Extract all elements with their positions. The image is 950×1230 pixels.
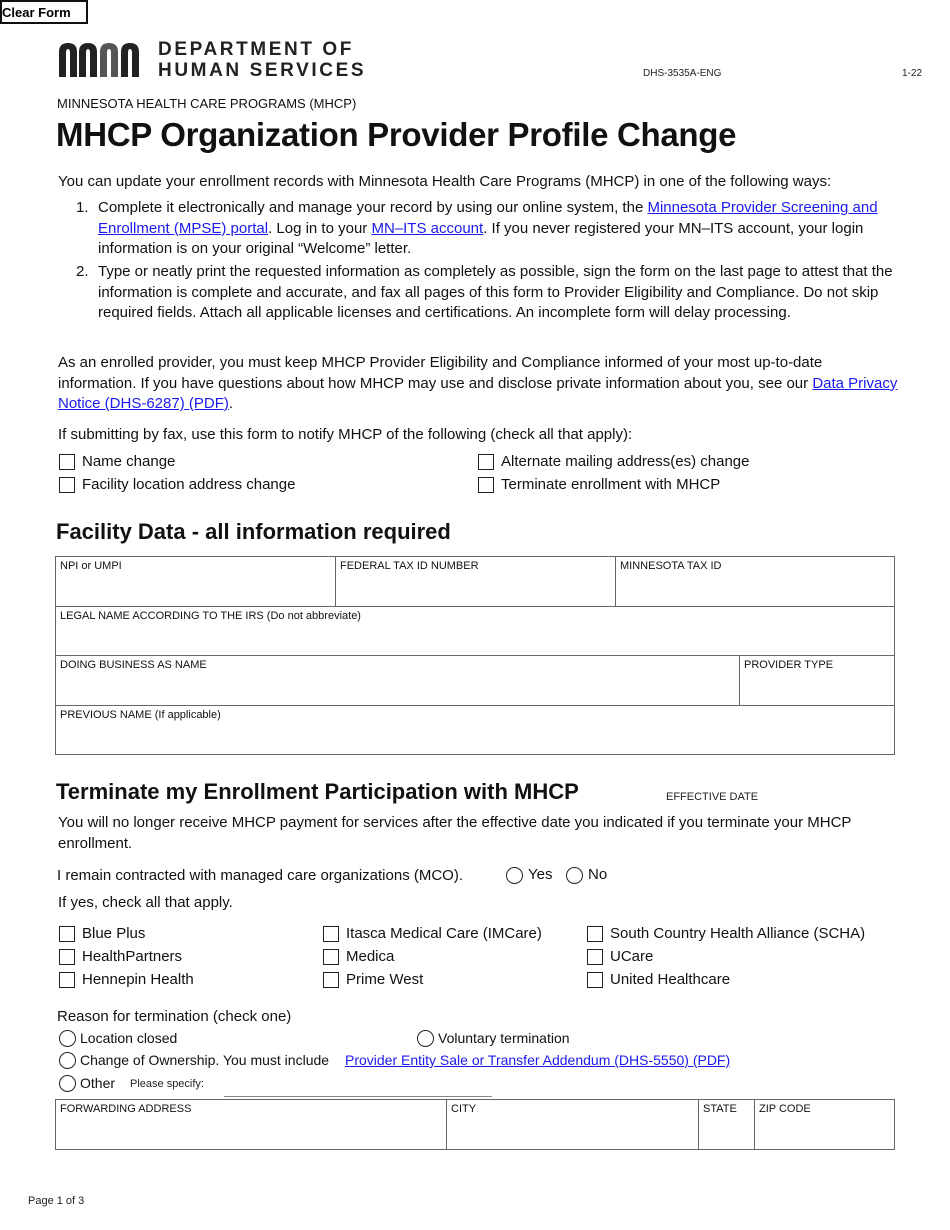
provider-type-input[interactable] [744,681,890,701]
mco-no-label: No [588,866,608,883]
list-item-1-text-b: . Log in to your [268,219,372,237]
prime-west-checkbox[interactable] [323,972,339,988]
terminate-heading: Terminate my Enrollment Participation with MHCP [56,779,579,804]
please-specify-input[interactable] [224,1078,492,1097]
facility-data-table [55,556,895,755]
data-privacy-period: . [228,395,234,412]
list-item-number-1: 1. [76,199,89,216]
facility-address-change-checkbox[interactable] [59,477,75,493]
program-name: MINNESOTA HEALTH CARE PROGRAMS (MHCP) [57,96,357,111]
federal-tax-input[interactable] [340,582,611,602]
itasca-checkbox[interactable] [323,926,339,942]
forwarding-address-cell [56,1100,447,1149]
city-input[interactable] [451,1125,694,1145]
federal-tax-label: FEDERAL TAX ID NUMBER [340,560,479,572]
if-yes-instructions: If yes, check all that apply. [58,894,233,911]
form-number: DHS-3535A-ENG [643,68,722,79]
list-item-1-text-c: . If you never registered your MN–ITS account, your login information is on your original “Welcome” letter. [98,219,864,257]
healthpartners-label: HealthPartners [82,948,183,965]
ownership-addendum-link[interactable]: Provider Entity Sale or Transfer Addendum (DHS-5550) (PDF) [345,1052,731,1068]
mco-yes-radio[interactable] [506,867,523,884]
previous-name-cell [56,706,894,754]
npi-label: NPI or UMPI [60,560,122,572]
dba-input[interactable] [60,681,735,701]
name-change-label: Name change [82,453,176,470]
provider-type-label: PROVIDER TYPE [744,659,834,671]
state-cell [699,1100,755,1149]
united-healthcare-label: United Healthcare [610,971,731,988]
scha-label: South Country Health Alliance (SCHA) [610,925,866,942]
other-reason-radio[interactable] [59,1075,76,1092]
mn-its-account-link[interactable]: MN–ITS account [371,219,484,237]
mn-tax-label: MINNESOTA TAX ID [620,560,722,572]
fax-instructions: If submitting by fax, use this form to notify MHCP of the following (check all that apply): [58,426,633,443]
department-name-line2: HUMAN SERVICES [158,60,367,81]
prime-west-label: Prime West [346,971,424,988]
data-privacy-text: As an enrolled provider, you must keep MHCP Provider Eligibility and Compliance informed of your most up-to-date information. If you have questions about how MHCP may use and disclose private information about you, see our [58,354,823,392]
forwarding-address-table [55,1099,895,1150]
medica-checkbox[interactable] [323,949,339,965]
blue-plus-checkbox[interactable] [59,926,75,942]
list-item-1-text-a: Complete it electronically and manage your record by using our online system, the [98,199,648,216]
form-revision: 1-22 [902,68,923,79]
terminate-enrollment-label: Terminate enrollment with MHCP [501,476,721,493]
dba-label: DOING BUSINESS AS NAME [60,659,207,671]
data-privacy-paragraph [58,353,898,415]
city-label: CITY [451,1103,477,1115]
page-title: MHCP Organization Provider Profile Change [56,116,737,153]
legal-name-label: LEGAL NAME ACCORDING TO THE IRS (Do not abbreviate) [60,610,361,622]
mco-yes-label: Yes [528,866,553,883]
page-footer: Page 1 of 3 [28,1195,85,1207]
legal-name-input[interactable] [60,631,890,651]
reason-lead: Reason for termination (check one) [57,1008,292,1025]
department-name-line1: DEPARTMENT OF [158,39,354,60]
data-privacy-notice-link[interactable]: Data Privacy Notice (DHS-6287) (PDF) [58,374,898,412]
facility-data-heading: Facility Data - all information required [56,519,451,544]
effective-date-label: EFFECTIVE DATE [666,791,759,803]
state-input[interactable] [703,1125,750,1145]
list-item-2: Type or neatly print the requested information as completely as possible, sign the form on the last page to attest that the information is complete and accurate, and fax all pages of this form to Provider Eligibility and Compliance. Do not skip required fields. Attach all applicable licenses and certifications. An incomplete form will delay processing. [98,263,893,321]
scha-checkbox[interactable] [587,926,603,942]
mn-tax-cell [616,557,894,607]
forwarding-address-label: FORWARDING ADDRESS [60,1103,192,1115]
mn-tax-input[interactable] [620,582,890,602]
facility-address-change-label: Facility location address change [82,476,296,493]
location-closed-radio[interactable] [59,1030,76,1047]
clear-form-button[interactable]: Clear Form [0,0,88,24]
healthpartners-checkbox[interactable] [59,949,75,965]
change-of-ownership-label: Change of Ownership. You must include [80,1052,330,1068]
hennepin-health-checkbox[interactable] [59,972,75,988]
state-label: STATE [703,1103,737,1115]
ucare-label: UCare [610,948,654,965]
npi-input[interactable] [60,582,331,602]
list-item-number-2: 2. [76,263,89,280]
mpse-portal-link[interactable]: Minnesota Provider Screening and Enrollment (MPSE) portal [98,199,878,237]
alternate-mailing-checkbox[interactable] [478,454,494,470]
please-specify-label: Please specify: [130,1078,204,1090]
mco-no-radio[interactable] [566,867,583,884]
zip-code-cell [755,1100,894,1149]
united-healthcare-checkbox[interactable] [587,972,603,988]
change-of-ownership-radio[interactable] [59,1052,76,1069]
blue-plus-label: Blue Plus [82,925,146,942]
voluntary-termination-label: Voluntary termination [438,1030,570,1046]
list-item-1 [98,198,898,260]
location-closed-label: Location closed [80,1030,178,1046]
name-change-checkbox[interactable] [59,454,75,470]
alternate-mailing-label: Alternate mailing address(es) change [501,453,750,470]
npi-cell [56,557,336,607]
termination-notice: You will no longer receive MHCP payment for services after the effective date you indicated if you terminate your MHCP enrollment. [58,814,852,852]
previous-name-label: PREVIOUS NAME (If applicable) [60,709,221,721]
terminate-enrollment-checkbox[interactable] [478,477,494,493]
previous-name-input[interactable] [60,730,890,750]
voluntary-termination-radio[interactable] [417,1030,434,1047]
hennepin-health-label: Hennepin Health [82,971,194,988]
ucare-checkbox[interactable] [587,949,603,965]
itasca-label: Itasca Medical Care (IMCare) [346,925,542,942]
other-reason-label: Other [80,1075,116,1091]
city-cell [447,1100,699,1149]
provider-type-cell [740,656,894,706]
mco-question: I remain contracted with managed care organizations (MCO). [57,867,464,884]
zip-code-input[interactable] [759,1125,890,1145]
federal-tax-cell [336,557,616,607]
mn-state-logo-icon [55,40,145,78]
effective-date-input[interactable] [758,788,902,808]
dba-cell [56,656,740,706]
intro-lead: You can update your enrollment records with Minnesota Health Care Programs (MHCP) in one of the following ways: [58,173,832,190]
medica-label: Medica [346,948,395,965]
forwarding-address-input[interactable] [60,1125,442,1145]
zip-code-label: ZIP CODE [759,1103,811,1115]
legal-name-cell [56,607,894,656]
